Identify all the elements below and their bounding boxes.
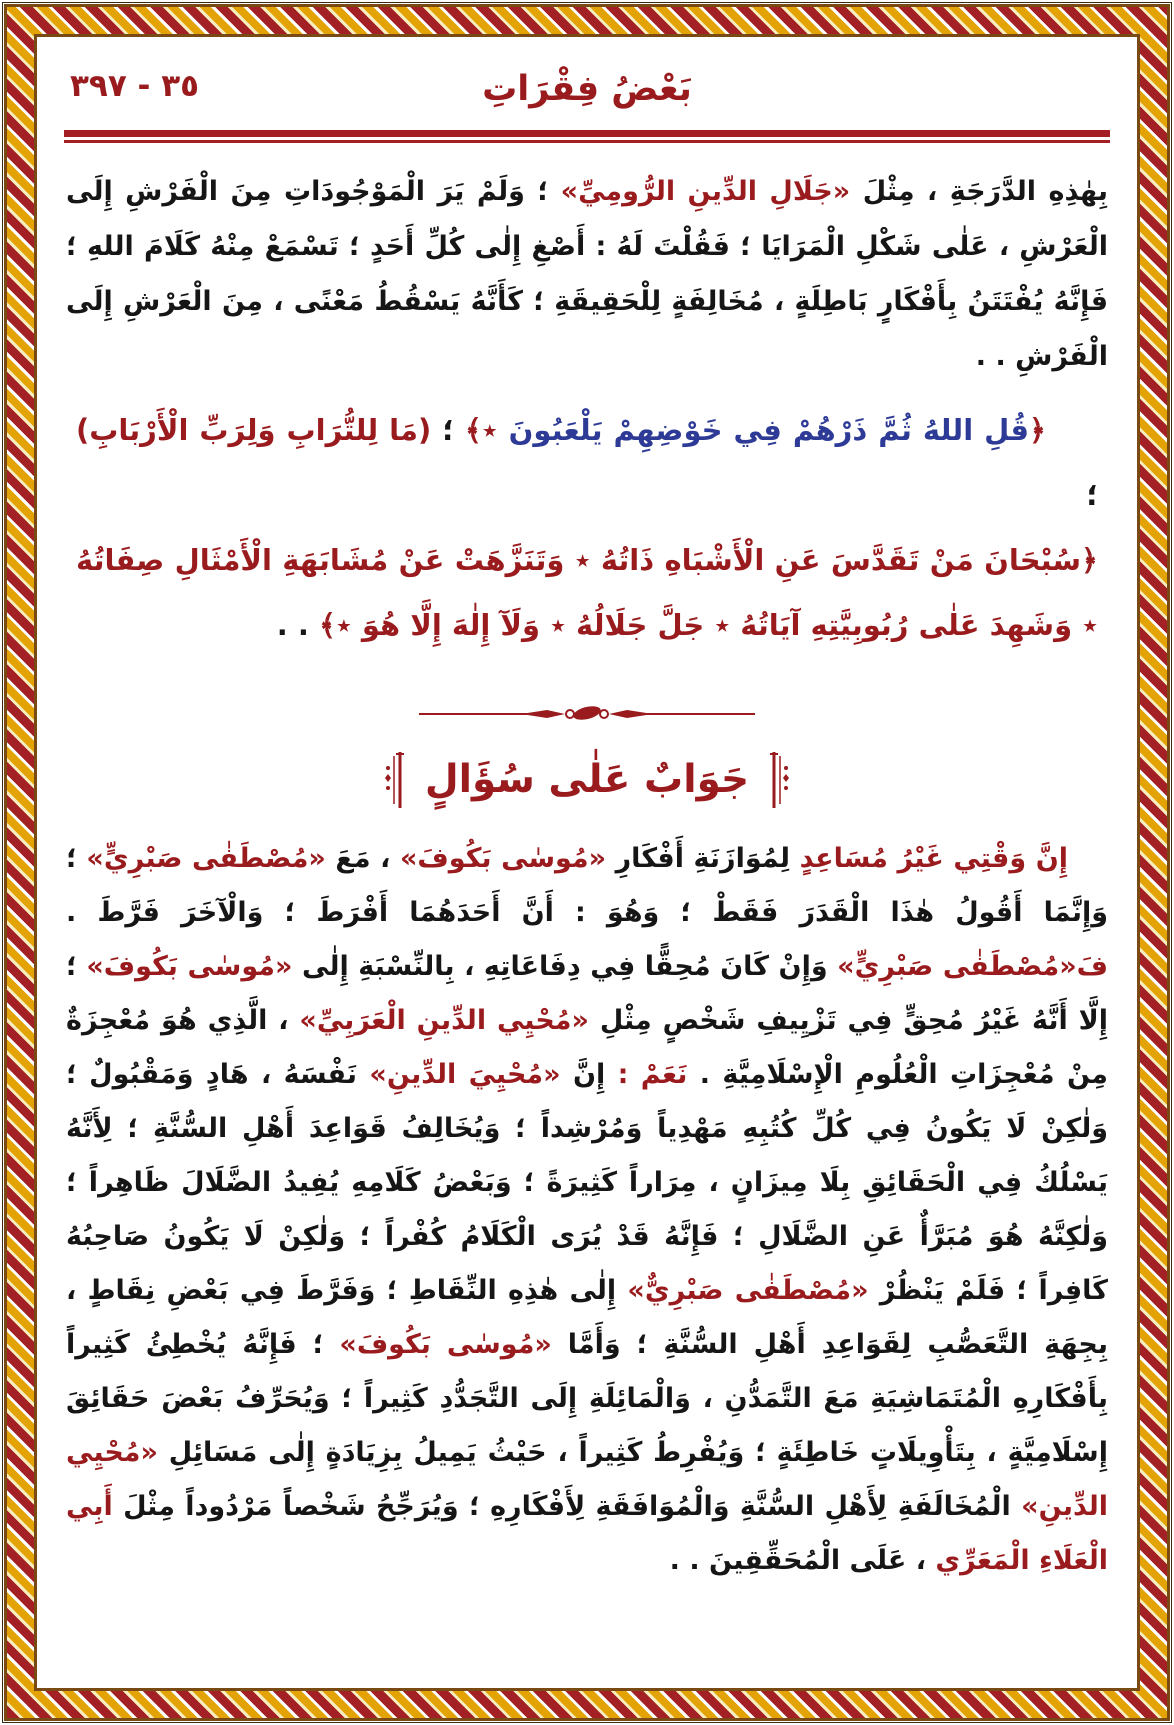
ornamental-divider-icon <box>417 704 757 724</box>
page-number: ٣٥ - ٣٩٧ <box>70 68 200 104</box>
page-title: بَعْضُ فِقْرَاتِ <box>482 69 692 109</box>
verse-line-quran: ﴿قُلِ اللهُ ثُمَّ ذَرْهُمْ فِي خَوْضِهِمْ يَلْعَبُونَ ٭﴾ ؛ (مَا لِلتُّرَابِ وَلِرَبِّ الْأَرْبَابِ) ؛ <box>76 413 1098 512</box>
page-content <box>40 40 1134 1685</box>
intro-paragraph: بِهٰذِهِ الدَّرَجَةِ ، مِثْلَ «جَلَالِ الدِّينِ الرُّومِيِّ» ؛ وَلَمْ يَرَ الْمَوْجُودَاتِ مِنَ الْفَرْشِ إِلَى الْعَرْشِ ، عَلٰى شَكْلِ الْمَرَايَا ؛ فَقُلْتَ لَهُ : أَصْغِ إِلٰى كُلِّ أَحَدٍ ؛ تَسْمَعْ مِنْهُ كَلَامَ اللهِ ؛ فَإِنَّهُ يُفْتَتَنُ بِأَفْكَارٍ بَاطِلَةٍ ، مُخَالِفَةٍ لِلْحَقِيقَةِ ؛ كَأَنَّهُ يَسْقُطُ مَعْنًى ، مِنَ الْعَرْشِ إِلَى الْفَرْشِ . . <box>66 176 1109 372</box>
heading-ornament-left-icon <box>385 750 409 810</box>
section-heading: جَوَابٌ عَلٰى سُؤَالٍ <box>424 757 750 802</box>
verse-block <box>76 398 1098 658</box>
section-heading-row <box>64 744 1110 816</box>
answer-paragraph: إِنَّ وَقْتِي غَيْرُ مُسَاعِدٍ لِمُوَازَنَةِ أَفْكَارِ «مُوسٰى بَكُوفَ» ، مَعَ «مُصْطَفٰى صَبْرِيٍّ» ؛ وَإِنَّمَا أَقُولُ هٰذَا الْقَدَرَ فَقَطْ ؛ وَهُوَ : أَنَّ أَحَدَهُمَا أَفْرَطَ ؛ وَالْآخَرَ فَرَّطَ . فَ«مُصْطَفٰى صَبْرِيٍّ» وَإِنْ كَانَ مُحِقًّا فِي دِفَاعَاتِهِ ، بِالنِّسْبَةِ إِلٰى «مُوسٰى بَكُوفَ» ؛ إِلَّا أَنَّهُ غَيْرُ مُحِقٍّ فِي تَزْيِيفِ شَخْصٍ مِثْلِ «مُحْيِي الدِّينِ الْعَرَبِيِّ» ، الَّذِي هُوَ مُعْجِزَةٌ مِنْ مُعْجِزَاتِ الْعُلُومِ الْإِسْلَامِيَّةِ . نَعَمْ : إِنَّ «مُحْيِيَ الدِّينِ» نَفْسَهُ ، هَادٍ وَمَقْبُولٌ ؛ وَلٰكِنْ لَا يَكُونُ فِي كُلِّ كُتُبِهِ مَهْدِياً وَمُرْشِداً ؛ وَيُخَالِفُ قَوَاعِدَ أَهْلِ السُّنَّةِ ؛ لِأَنَّهُ يَسْلُكُ فِي الْحَقَائِقِ بِلَا مِيزَانٍ ، مِرَاراً كَثِيرَةً ؛ وَبَعْضُ كَلَامِهِ يُفِيدُ الضَّلَالَ ظَاهِراً ؛ وَلٰكِنَّهُ هُوَ مُبَرَّأٌ عَنِ الضَّلَالِ ؛ فَإِنَّهُ قَدْ يُرَى الْكَلَامُ كُفْراً ؛ وَلٰكِنْ لَا يَكُونُ صَاحِبُهُ كَافِراً ؛ فَلَمْ يَنْظُرْ «مُصْطَفٰى صَبْرِيٌّ» إِلٰى هٰذِهِ النِّقَاطِ ؛ وَفَرَّطَ فِي بَعْضِ نِقَاطٍ ، بِجِهَةِ التَّعَصُّبِ لِقَوَاعِدِ أَهْلِ السُّنَّةِ ؛ وَأَمَّا «مُوسٰى بَكُوفَ» ؛ فَإِنَّهُ يُخْطِئُ كَثِيراً بِأَفْكَارِهِ الْمُتَمَاشِيَةِ مَعَ التَّمَدُّنِ ، وَالْمَائِلَةِ إِلَى التَّجَدُّدِ كَثِيراً ؛ وَيُحَرِّفُ بَعْضَ حَقَائِقَ إِسْلَامِيَّةٍ ، بِتَأْوِيلَاتٍ خَاطِئَةٍ ؛ وَيُفْرِطُ كَثِيراً ، حَيْثُ يَمِيلُ بِزِيَادَةٍ إِلٰى مَسَائِلِ «مُحْيِي الدِّينِ» الْمُخَالَفَةِ لِأَهْلِ السُّنَّةِ وَالْمُوَافَقَةِ لِأَفْكَارِهِ ؛ وَيُرَجِّحُ شَخْصاً مَرْدُوداً مِثْلَ أَبِي الْعَلَاءِ الْمَعَرِّي ، عَلَى الْمُحَقِّقِينَ . . <box>66 843 1109 1576</box>
header-double-rule <box>64 130 1110 143</box>
verse-line-praise: ﴿سُبْحَانَ مَنْ تَقَدَّسَ عَنِ الْأَشْبَاهِ ذَاتُهُ ٭ وَتَنَزَّهَتْ عَنْ مُشَابَهَةِ الْأَمْثَالِ صِفَاتُهُ ٭ وَشَهِدَ عَلٰى رُبُوبِيَّتِهِ آيَاتُهُ ٭ جَلَّ جَلَالُهُ ٭ وَلَآ إِلٰهَ إِلَّا هُوَ ٭﴾ . . <box>76 543 1098 642</box>
page-header <box>64 58 1110 120</box>
heading-ornament-right-icon <box>765 750 789 810</box>
ornamental-divider <box>64 704 1110 724</box>
